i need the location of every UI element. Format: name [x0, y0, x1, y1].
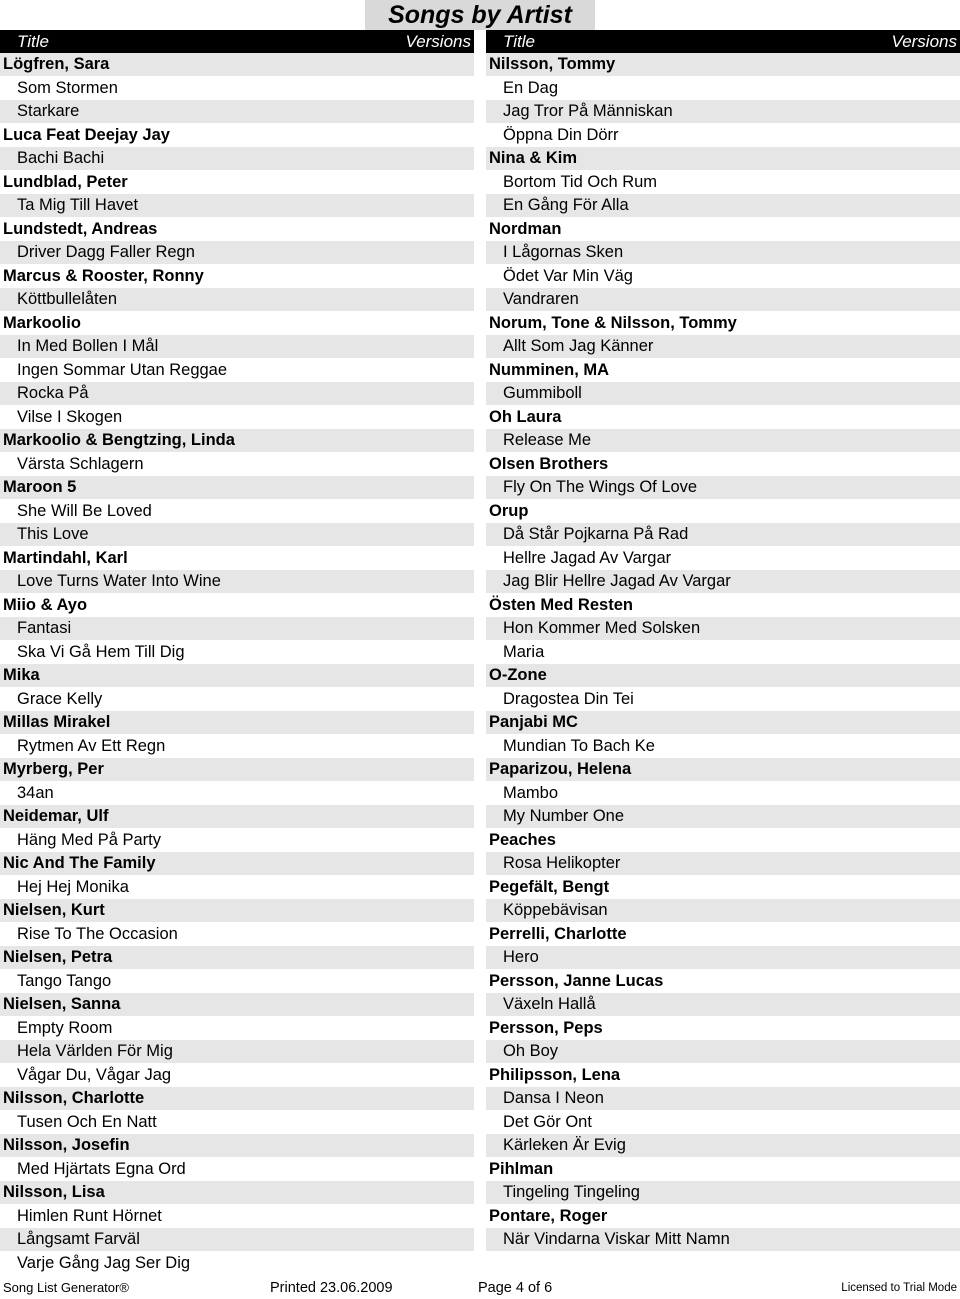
song-row: Gummiboll [486, 382, 960, 405]
song-row: När Vindarna Viskar Mitt Namn [486, 1228, 960, 1251]
header-versions-label: Versions [405, 32, 471, 51]
song-row: Grace Kelly [17, 689, 103, 708]
artist-row: Nilsson, Tommy [486, 53, 960, 76]
song-row: Maria [503, 642, 545, 661]
artist-row: Paparizou, Helena [486, 758, 960, 781]
song-row: Ska Vi Gå Hem Till Dig [17, 642, 185, 661]
artist-row: Nielsen, Sanna [0, 993, 474, 1016]
artist-row: Orup [489, 501, 529, 520]
left-song-list [0, 53, 474, 1274]
footer-printed-date: Printed 23.06.2009 [270, 1280, 393, 1296]
artist-row: Luca Feat Deejay Jay [3, 125, 170, 144]
artist-row: Peaches [489, 830, 556, 849]
artist-row: Mika [0, 664, 474, 687]
artist-row: Nielsen, Kurt [0, 899, 474, 922]
song-row: Mambo [503, 783, 559, 802]
song-row: Dansa I Neon [486, 1087, 960, 1110]
right-song-list [486, 53, 960, 1251]
song-row: Då Står Pojkarna På Rad [486, 523, 960, 546]
left-column [0, 30, 474, 1275]
song-row: Hon Kommer Med Solsken [486, 617, 960, 640]
song-row: Mundian To Bach Ke [503, 736, 655, 755]
song-row: In Med Bollen I Mål [0, 335, 474, 358]
song-row: Rosa Helikopter [486, 852, 960, 875]
right-column [486, 30, 960, 1252]
song-row: Häng Med På Party [17, 830, 161, 849]
artist-row: Miio & Ayo [3, 595, 88, 614]
song-row: Kärleken Är Evig [486, 1134, 960, 1157]
footer-page-number: Page 4 of 6 [478, 1280, 553, 1296]
artist-row: Nielsen, Petra [0, 946, 474, 969]
song-row: Hej Hej Monika [17, 877, 129, 896]
song-row: Öppna Din Dörr [503, 125, 619, 144]
footer-generator: Song List Generator® [3, 1280, 129, 1295]
artist-row: Panjabi MC [486, 711, 960, 734]
song-row: En Gång För Alla [486, 194, 960, 217]
artist-row: Nilsson, Charlotte [0, 1087, 474, 1110]
song-row: Vandraren [486, 288, 960, 311]
song-row: Tango Tango [17, 971, 112, 990]
song-row: She Will Be Loved [17, 501, 152, 520]
artist-row: Pegefält, Bengt [489, 877, 610, 896]
artist-row: Markoolio & Bengtzing, Linda [0, 429, 474, 452]
song-row: I Lågornas Sken [486, 241, 960, 264]
artist-row: Olsen Brothers [489, 454, 609, 473]
song-row: Fly On The Wings Of Love [486, 476, 960, 499]
song-row: Hellre Jagad Av Vargar [503, 548, 672, 567]
song-row: Tusen Och En Natt [17, 1112, 157, 1131]
artist-row: Millas Mirakel [0, 711, 474, 734]
left-column-header [0, 30, 474, 53]
artist-row: Nina & Kim [486, 147, 960, 170]
song-row: Vilse I Skogen [17, 407, 123, 426]
song-row: Fantasi [0, 617, 474, 640]
song-row: Köttbullelåten [0, 288, 474, 311]
artist-row: Persson, Peps [489, 1018, 603, 1037]
song-row: Som Stormen [17, 78, 118, 97]
artist-row: Lundstedt, Andreas [3, 219, 158, 238]
song-row: Värsta Schlagern [17, 454, 144, 473]
song-row: Allt Som Jag Känner [486, 335, 960, 358]
song-row: Vågar Du, Vågar Jag [17, 1065, 172, 1084]
artist-row: Philipsson, Lena [489, 1065, 621, 1084]
title-bar [0, 0, 960, 30]
song-row: Bachi Bachi [0, 147, 474, 170]
song-row: Rise To The Occasion [17, 924, 178, 943]
artist-row: Nilsson, Lisa [0, 1181, 474, 1204]
song-row: Med Hjärtats Egna Ord [17, 1159, 186, 1178]
artist-row: Oh Laura [489, 407, 562, 426]
artist-row: Pihlman [489, 1159, 554, 1178]
song-row: Jag Tror På Människan [486, 100, 960, 123]
song-row: Bortom Tid Och Rum [503, 172, 658, 191]
song-row: Ödet Var Min Väg [503, 266, 633, 285]
song-row: En Dag [503, 78, 559, 97]
right-column-header [486, 30, 960, 53]
artist-row: Neidemar, Ulf [0, 805, 474, 828]
song-row: Ta Mig Till Havet [0, 194, 474, 217]
song-row: Ingen Sommar Utan Reggae [17, 360, 228, 379]
artist-row: Lögfren, Sara [0, 53, 474, 76]
song-row: Starkare [0, 100, 474, 123]
artist-row: Östen Med Resten [489, 595, 633, 614]
song-row: This Love [0, 523, 474, 546]
artist-row: Norum, Tone & Nilsson, Tommy [489, 313, 737, 332]
song-row: Dragostea Din Tei [503, 689, 634, 708]
song-row: 34an [17, 783, 54, 802]
header-title-label: Title [17, 32, 49, 51]
artist-row: Marcus & Rooster, Ronny [3, 266, 204, 285]
artist-row: O-Zone [486, 664, 960, 687]
page-title-box [365, 0, 595, 30]
song-row: Himlen Runt Hörnet [17, 1206, 162, 1225]
song-row: Hero [486, 946, 960, 969]
song-row: Varje Gång Jag Ser Dig [17, 1253, 191, 1272]
song-row: Det Gör Ont [503, 1112, 592, 1131]
artist-row: Numminen, MA [489, 360, 610, 379]
artist-row: Persson, Janne Lucas [489, 971, 664, 990]
artist-row: Maroon 5 [0, 476, 474, 499]
artist-row: Nilsson, Josefin [0, 1134, 474, 1157]
song-row: Driver Dagg Faller Regn [0, 241, 474, 264]
song-row: Köppebävisan [486, 899, 960, 922]
artist-row: Pontare, Roger [489, 1206, 608, 1225]
song-row: Tingeling Tingeling [486, 1181, 960, 1204]
song-row: Love Turns Water Into Wine [0, 570, 474, 593]
artist-row: Perrelli, Charlotte [489, 924, 627, 943]
artist-row: Markoolio [3, 313, 81, 332]
song-row: Jag Blir Hellre Jagad Av Vargar [486, 570, 960, 593]
song-row: Växeln Hallå [486, 993, 960, 1016]
song-row: Hela Världen För Mig [0, 1040, 474, 1063]
artist-row: Nordman [489, 219, 562, 238]
song-row: Rytmen Av Ett Regn [17, 736, 166, 755]
artist-row: Lundblad, Peter [3, 172, 128, 191]
artist-row: Martindahl, Karl [3, 548, 128, 567]
song-row: Oh Boy [486, 1040, 960, 1063]
song-row: Empty Room [17, 1018, 113, 1037]
song-row: Rocka På [0, 382, 474, 405]
artist-row: Nic And The Family [0, 852, 474, 875]
song-row: Release Me [486, 429, 960, 452]
artist-row: Myrberg, Per [0, 758, 474, 781]
page-footer [0, 1278, 960, 1298]
footer-license: Licensed to Trial Mode [841, 1282, 957, 1294]
header-title-label: Title [503, 32, 535, 51]
header-versions-label: Versions [891, 32, 957, 51]
page-title: Songs by Artist [388, 1, 572, 29]
song-row: Långsamt Farväl [0, 1228, 474, 1251]
song-row: My Number One [486, 805, 960, 828]
